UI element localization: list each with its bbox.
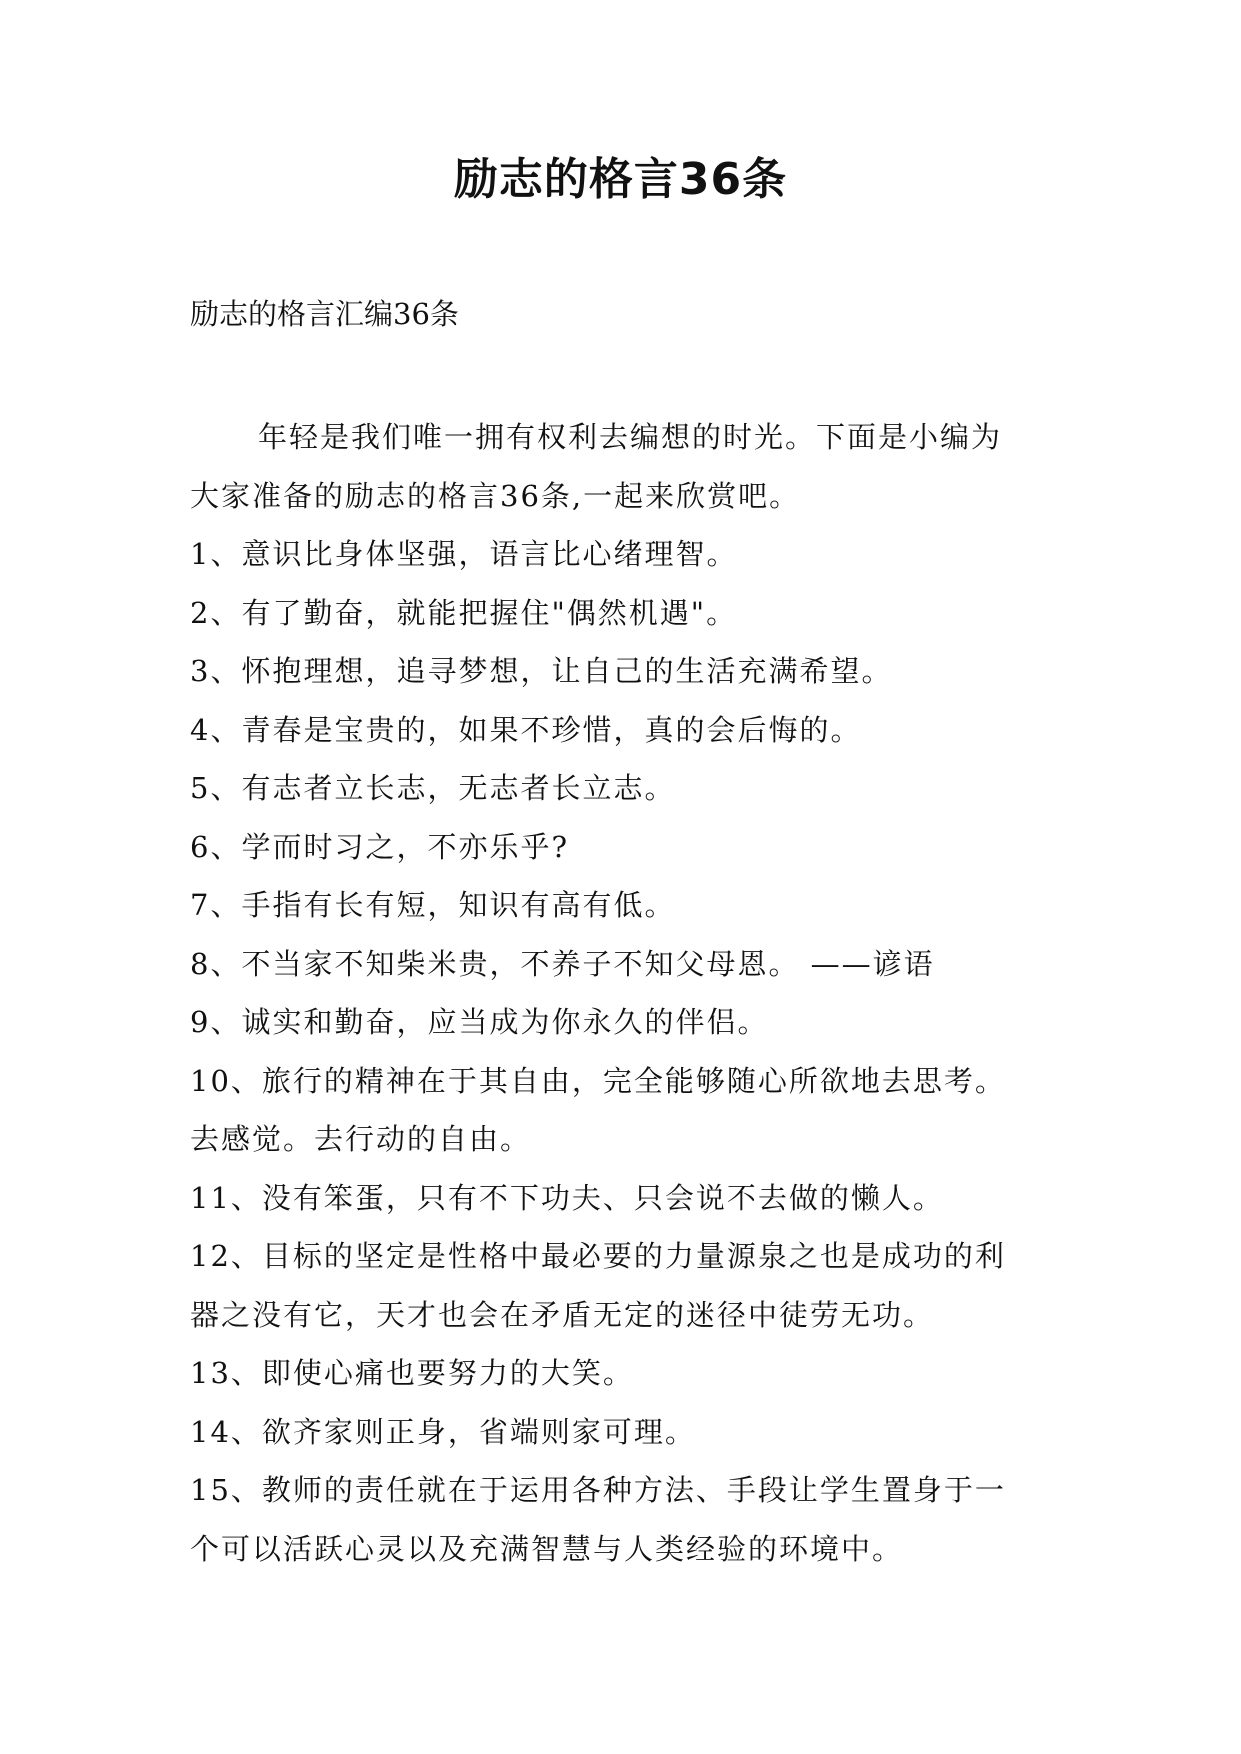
quote-line: 11、没有笨蛋，只有不下功夫、只会说不去做的懒人。	[190, 1180, 944, 1215]
quote-line: 3、怀抱理想，追寻梦想，让自己的生活充满希望。	[190, 654, 893, 688]
quote-line: 2、有了勤奋，就能把握住"偶然机遇"。	[190, 595, 738, 630]
quote-line: 个可以活跃心灵以及充满智慧与人类经验的环境中。	[190, 1531, 904, 1566]
intro-line: 年轻是我们唯一拥有权利去编想的时光。下面是小编为	[258, 420, 1003, 454]
document-subtitle: 励志的格言汇编36条	[190, 297, 459, 331]
quote-line: 10、旅行的精神在于其自由，完全能够随心所欲地去思考。	[190, 1063, 1006, 1098]
document-title: 励志的格言36条	[453, 154, 788, 205]
quote-line: 15、教师的责任就在于运用各种方法、手段让学生置身于一	[190, 1473, 1006, 1507]
quote-line: 8、不当家不知柴米贵，不养子不知父母恩。 ——谚语	[190, 946, 935, 981]
quote-line: 去感觉。去行动的自由。	[190, 1122, 532, 1156]
quote-line: 4、青春是宝贵的，如果不珍惜，真的会后悔的。	[190, 712, 862, 747]
quote-line: 6、学而时习之，不亦乐乎?	[190, 829, 569, 864]
intro-line: 大家准备的励志的格言36条,一起来欣赏吧。	[190, 478, 801, 513]
quote-line: 12、目标的坚定是性格中最必要的力量源泉之也是成功的利	[190, 1239, 1006, 1273]
document-body	[190, 408, 1070, 1578]
quote-line: 9、诚实和勤奋，应当成为你永久的伴侣。	[190, 1005, 769, 1039]
quote-line: 7、手指有长有短，知识有高有低。	[190, 888, 676, 922]
quote-line: 1、意识比身体坚强，语言比心绪理智。	[190, 537, 738, 571]
quote-line: 5、有志者立长志，无志者长立志。	[190, 771, 676, 805]
quote-line: 器之没有它，天才也会在矛盾无定的迷径中徒劳无功。	[190, 1297, 935, 1332]
quote-line: 14、欲齐家则正身，省端则家可理。	[190, 1414, 696, 1449]
quote-line: 13、即使心痛也要努力的大笑。	[190, 1356, 634, 1390]
